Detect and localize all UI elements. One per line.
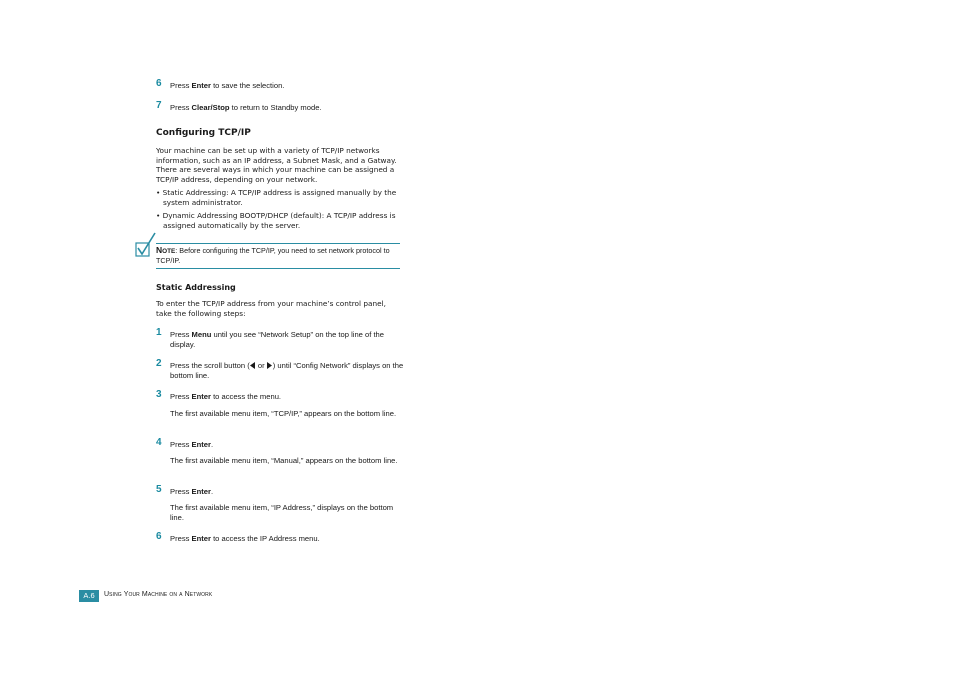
static-step-6: 6 Press Enter to access the IP Address menu. [156, 531, 320, 543]
static-step-3: 3 Press Enter to access the menu. [156, 389, 282, 401]
footer-chapter-title: Using Your Machine on a Network [104, 591, 213, 598]
step-number: 6 [156, 531, 162, 542]
section-heading-configuring-tcpip: Configuring TCP/IP [156, 128, 251, 138]
section-intro-static: To enter the TCP/IP address from your machine’s control panel, take the following steps: [156, 299, 386, 318]
static-step-2: 2 Press the scroll button ( or ) until “Config Network” displays on the bottom line. [156, 358, 404, 380]
static-step-5-result: The first available menu item, “IP Address,” displays on the bottom line. [170, 503, 394, 522]
step-number: 4 [156, 437, 162, 448]
static-step-1: 1 Press Menu until you see “Network Setup” on the top line of the display. [156, 327, 385, 349]
step-number: 1 [156, 327, 162, 338]
step-number: 5 [156, 484, 162, 495]
footer-page-number: A.6 [79, 590, 99, 602]
step-number: 6 [156, 78, 162, 89]
note-box [156, 243, 400, 269]
step-number: 3 [156, 389, 162, 400]
note-text: : Before configuring the TCP/IP, you need to set network protocol to TCP/IP. [156, 246, 390, 266]
bullet-static: • Static Addressing: A TCP/IP address is assigned manually by the system administrator. [156, 188, 397, 207]
step-7-clear-stop: 7 Press Clear/Stop to return to Standby mode. [156, 100, 322, 112]
note-checkmark-icon [133, 232, 157, 260]
note-label: NOTE [156, 245, 176, 255]
bullet-dynamic: • Dynamic Addressing BOOTP/DHCP (default): A TCP/IP address is assigned automatically by the server. [156, 211, 396, 230]
static-step-4-result: The first available menu item, “Manual,” appears on the bottom line. [170, 456, 398, 465]
static-step-3-result: The first available menu item, “TCP/IP,” appears on the bottom line. [170, 409, 397, 418]
step-number: 2 [156, 358, 162, 369]
step-6-save: 6 Press Enter to save the selection. [156, 78, 285, 90]
step-number: 7 [156, 100, 162, 111]
section-intro: Your machine can be set up with a variety of TCP/IP networks information, such as an IP address, a Subnet Mask, and a Gatway. There are several ways in which your machine can be assigned a TCP/IP address, depending on your network. [156, 146, 397, 184]
static-step-4: 4 Press Enter. [156, 437, 214, 449]
static-step-5: 5 Press Enter. [156, 484, 214, 496]
section-heading-static-addressing: Static Addressing [156, 283, 236, 292]
